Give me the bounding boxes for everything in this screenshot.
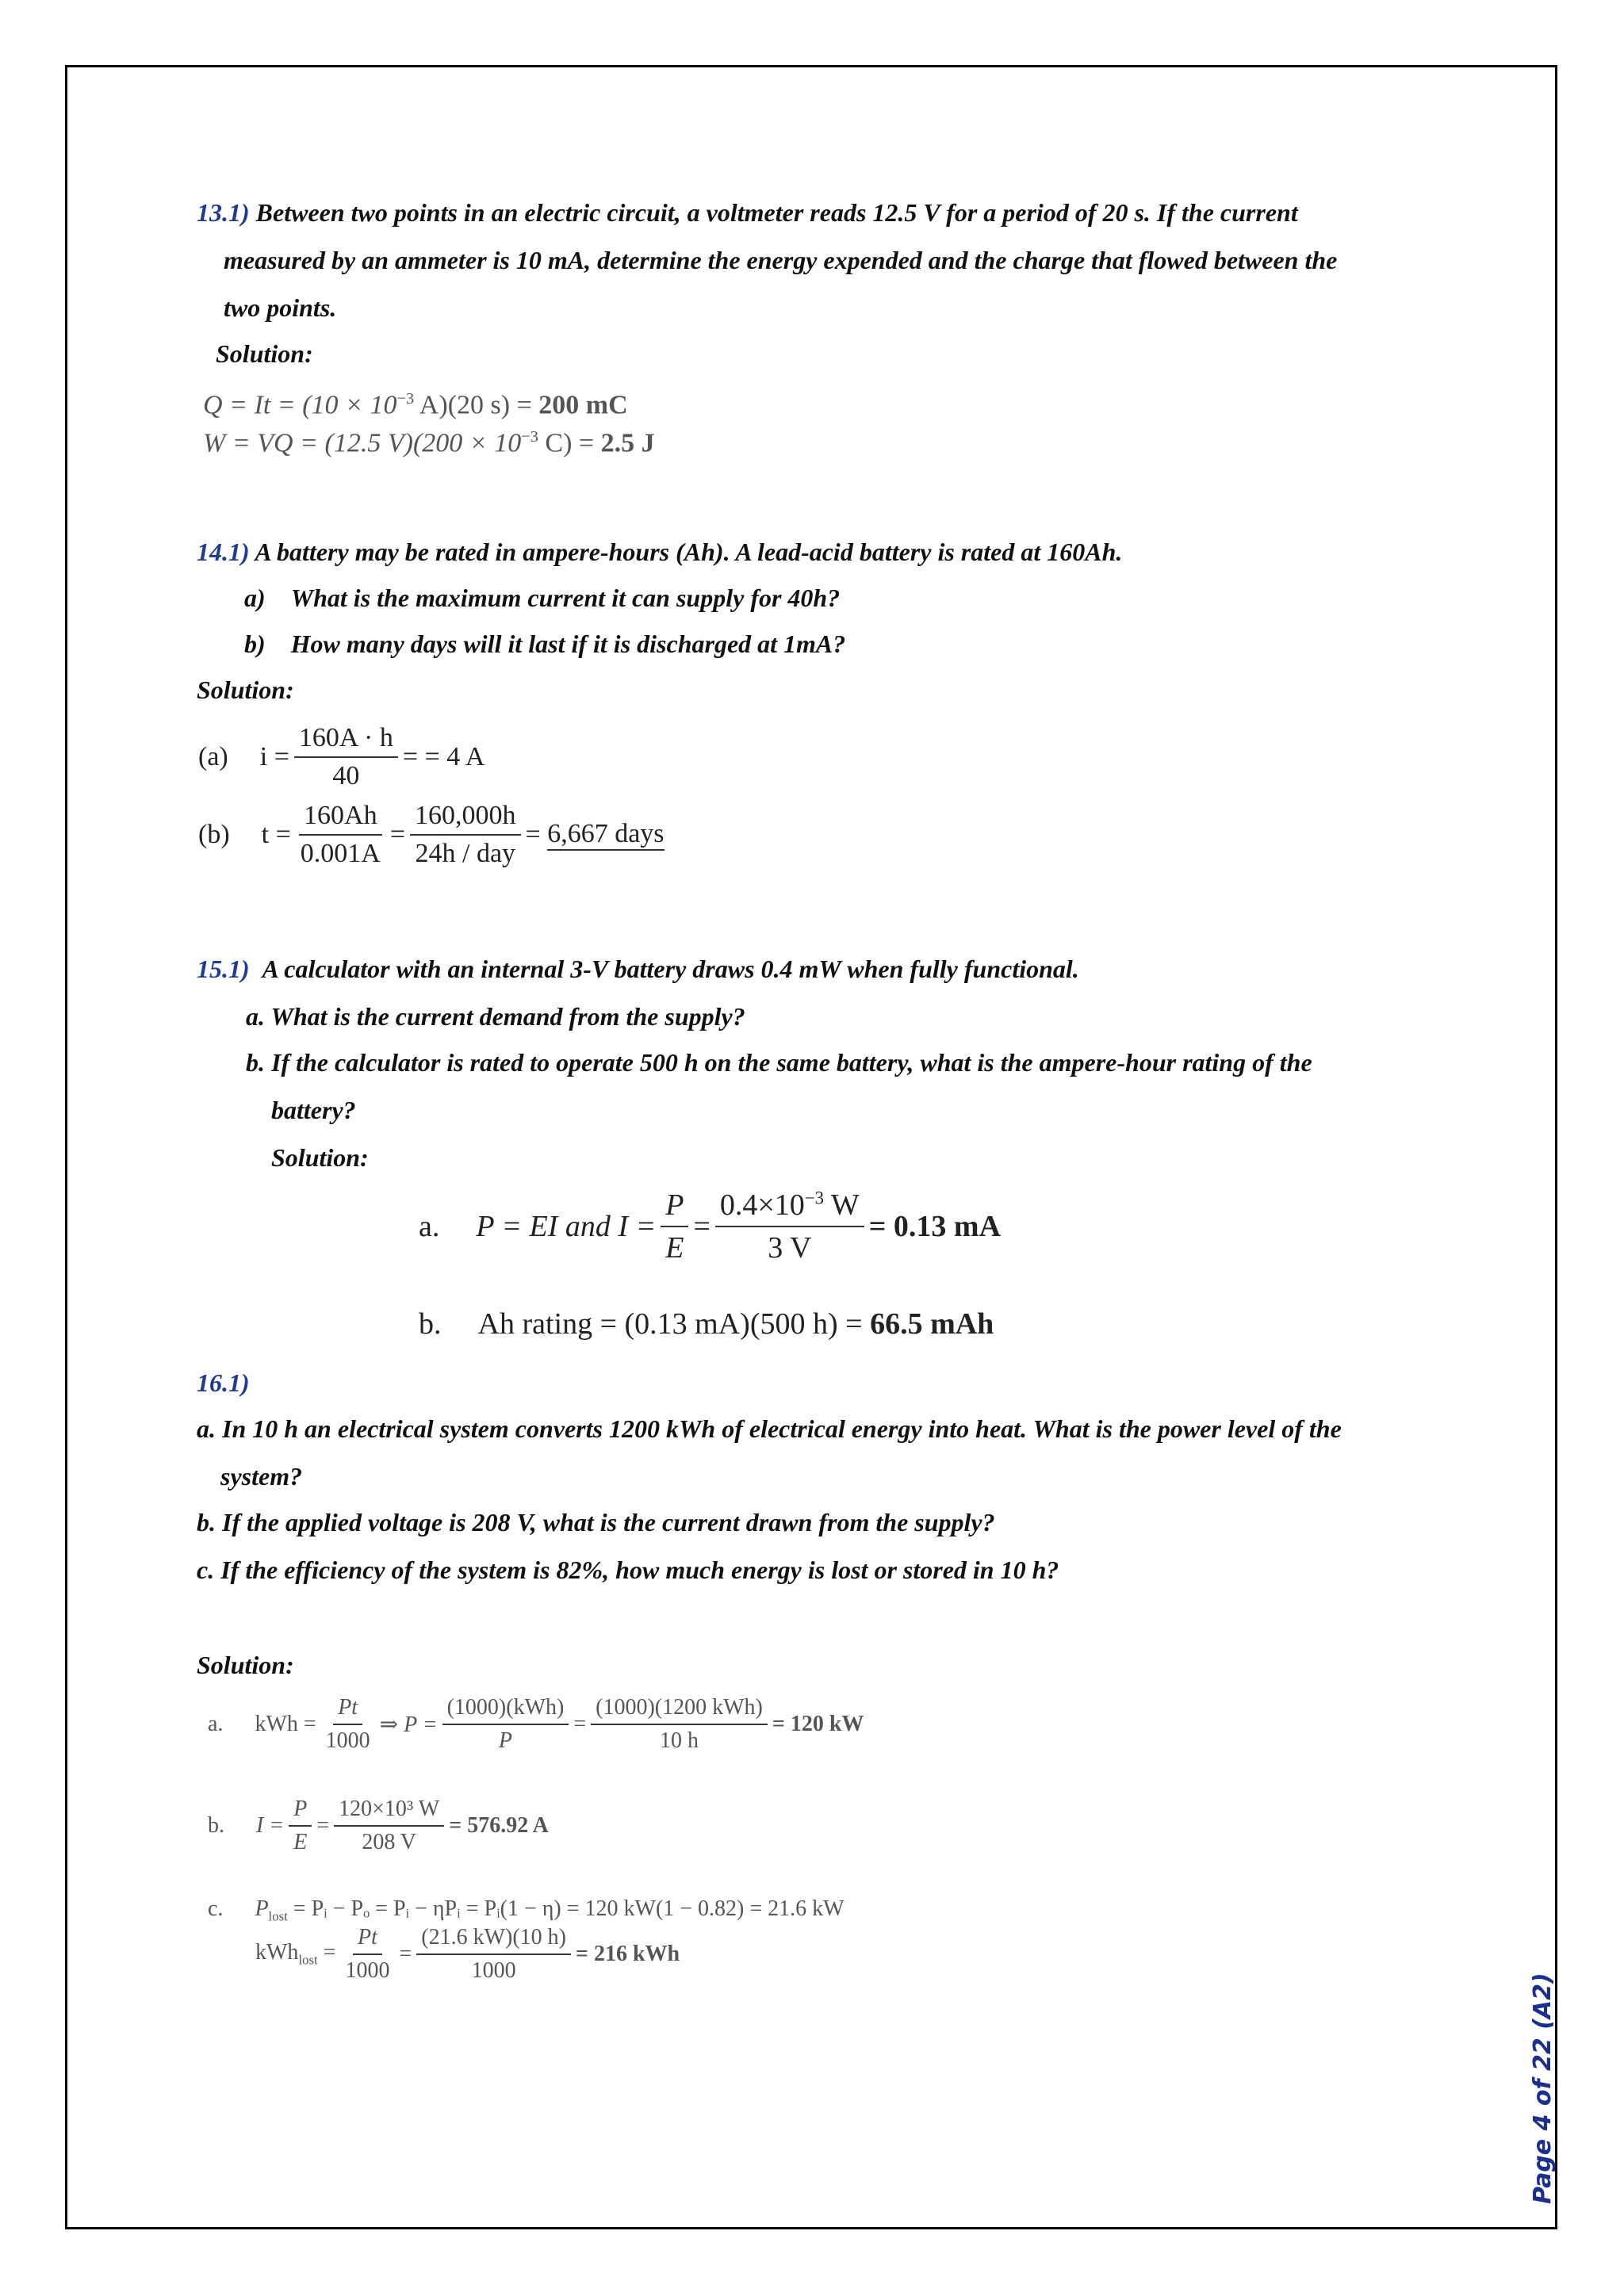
q13-eq2: W = VQ = (12.5 $V)(200 \times 10^{-3}$ C) = 2.5 J: [203, 428, 655, 458]
q13-line3: two points.: [224, 293, 337, 322]
q16-solution-c-line2: kWh$_{lost}$ = $\frac{Pt}{1000}$ = $\frac{(21.6 kW)(10 h)}{1000}$ = 216 kWh: [255, 1925, 680, 1983]
q16-item-a: a. In 10 h an electrical system converts 1200 kWh of electrical energy into heat. What is the power level of the: [197, 1414, 1342, 1443]
q16-solution-label: Solution:: [197, 1651, 294, 1679]
q13-line2: measured by an ammeter is 10 mA, determine the energy expended and the charge that flowed between the: [224, 246, 1338, 274]
q13-number: 13.1): [197, 198, 250, 227]
q14-solution-label: Solution:: [197, 675, 294, 704]
q13-line1: [197, 200, 1298, 225]
q14-text-1: A battery may be rated in ampere-hours (Ah). A lead-acid battery is rated at 160Ah.: [255, 538, 1123, 566]
q13-text-1: Between two points in an electric circuit, a voltmeter reads 12.5 V for a period of 20 s. If the current: [255, 198, 1298, 227]
q16-solution-b: b. I = $\frac{P}{E}$ = $\frac{\text{120×10³ W}}{208 V}$ = 576.92 A: [208, 1797, 549, 1854]
q15-solution-b: b. Ah rating = (0.13 mA)(500 h) = 66.5 mAh: [419, 1307, 994, 1341]
q15-item-a: a. What is the current demand from the supply?: [246, 1002, 745, 1031]
q15-line1: [197, 956, 1079, 982]
q16-solution-c-line1: c. $P_{lost}$ = Pᵢ − Pₒ = Pᵢ − ηPᵢ = Pᵢ(1 − η) = 120 kW(1 − 0.82) = 21.6 kW: [208, 1896, 845, 1924]
q14-solution-a: (a) i = $\frac{160A \cdot h}{40}$ = = 4 A: [198, 723, 485, 790]
q14-solution-b: (b) t = $\frac{160Ah}{0.001A}$ = $\frac{160,000h}{\text{24h / day}}$ = 6,667 days: [198, 801, 665, 868]
q16-item-b: b. If the applied voltage is 208 V, what is the current drawn from the supply?: [197, 1508, 995, 1536]
q15-text-1: A calculator with an internal 3-V battery draws 0.4 mW when fully functional.: [262, 955, 1079, 983]
page-number-footer: Page 4 of 22 (A2): [1529, 1973, 1557, 2204]
q15-solution-label: Solution:: [271, 1143, 369, 1172]
q15-item-b: b. If the calculator is rated to operate 500 h on the same battery, what is the ampere-hour rating of the: [246, 1048, 1312, 1077]
q13-solution-label: Solution:: [216, 339, 313, 368]
q14-number: 14.1): [197, 538, 250, 566]
q16-item-a-cont: system?: [220, 1462, 303, 1490]
q16-solution-a: a. kWh = $\frac{Pt}{1000}$ ⇒ P = $\frac{\text{(1000)(kWh)}}{P}$ = $\frac{\text{(1000)(1200 kWh)}}{10 h}$ = 120 kW: [208, 1695, 864, 1753]
q14-item-a: a) What is the maximum current it can supply for 40h?: [244, 584, 841, 612]
q13-eq1: $Q = It = (10 \times 10^{-3}$ A)(20 s) = 200 mC: [203, 390, 628, 420]
q16-item-c: c. If the efficiency of the system is 82%, how much energy is lost or stored in 10 h?: [197, 1556, 1059, 1584]
q16-number: 16.1): [197, 1368, 250, 1397]
q14-item-b: b) How many days will it last if it is discharged at 1mA?: [244, 629, 846, 658]
q15-item-b-cont: battery?: [271, 1096, 356, 1124]
q14-line1: [197, 539, 1122, 564]
q15-solution-a: a. P = EI and I = $\frac{P}{E}$ = $\frac{0.4\times 10^{-3} W}{3 V}$ = 0.13 mA: [419, 1188, 1002, 1265]
q15-number: 15.1): [197, 955, 250, 983]
